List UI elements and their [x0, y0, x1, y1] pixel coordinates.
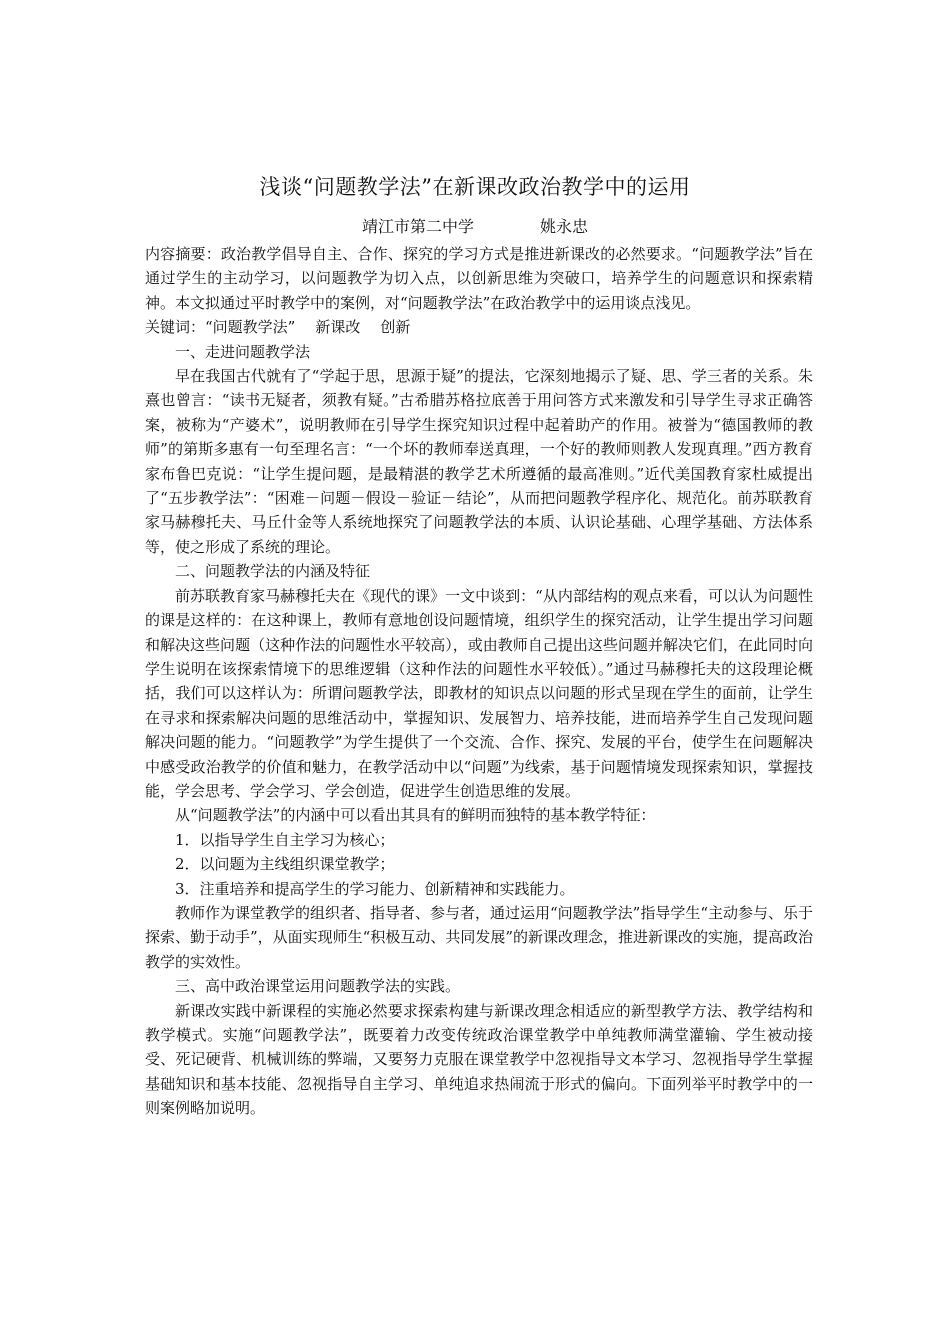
section-2-paragraph: 教师作为课堂教学的组织者、指导者、参与者，通过运用“问题教学法”指导学生“主动参与、乐于探索、勤于动手”，从面实现师生“积极互动、共同发展”的新课改理念，推进新课改的实施，提高政治教学的实效性。	[145, 903, 814, 971]
author-line	[0, 214, 950, 240]
paper-title: 浅谈“问题教学法”在新课改政治教学中的运用	[259, 175, 691, 199]
section-3-paragraph: 新课改实践中新课程的实施必然要求探索构建与新课改理念相适应的新型教学方法、教学结构和教学模式。实施“问题教学法”，既要着力改变传统政治课堂教学中单纯教师满堂灌输、学生被动接受、死记硬背、机械训练的弊端，又要努力克服在课堂教学中忽视指导文本学习、忽视指导学生掌握基础知识和基本技能、忽视指导自主学习、单纯追求热闹流于形式的偏向。下面列举平时教学中的一则案例略加说明。	[145, 1001, 813, 1118]
author-school: 靖江市第二中学	[361, 217, 474, 236]
section-heading-1: 一、走进问题教学法	[175, 342, 311, 361]
section-2-paragraph: 前苏联教育家马赫穆托夫在《现代的课》一文中谈到：“从内部结构的观点来看，可以认为问题性的课是这样的：在这种课上，教师有意地创设问题情境，组织学生的探究活动，让学生提出学习问题和解决这些问题（这种作法的问题性水平较高），或由教师自己提出这些问题并解决它们，在此同时向学生说明在该探索情境下的思维逻辑（这种作法的问题性水平较低）。”通过马赫穆托夫的这段理论概括，我们可以这样认为：所谓问题教学法，即教材的知识点以问题的形式呈现在学生的面前，让学生在寻求和探索解决问题的思维活动中，掌握知识、发展智力、培养技能，进而培养学生自己发现问题解决问题的能力。“问题教学”为学生提供了一个交流、合作、探究、发展的平台，使学生在问题解决中感受政治教学的价值和魅力，在教学活动中以“问题”为线索，基于问题情境发现探索知识，掌握技能，学会思考、学会学习、学会创造，促进学生创造思维的发展。	[145, 586, 813, 800]
keywords-line	[145, 315, 813, 339]
section-heading-2: 二、问题教学法的内涵及特征	[175, 562, 371, 581]
abstract-paragraph: 内容摘要：政治教学倡导自主、合作、探究的学习方式是推进新课改的必然要求。“问题教学法”旨在通过学生的主动学习，以问题教学为切入点，以创新思维为突破口，培养学生的问题意识和探索精神。本文拟通过平时教学中的案例，对“问题教学法”在政治教学中的运用谈点浅见。	[145, 245, 813, 312]
keyword-item: 新课改	[315, 318, 361, 337]
keyword-item: 创新	[380, 318, 411, 337]
keywords-label: 关键词：	[145, 318, 206, 337]
section-2-paragraph: 从“问题教学法”的内涵中可以看出其具有的鲜明而独特的基本教学特征：	[175, 806, 656, 825]
paper-body	[145, 242, 813, 1121]
author-name: 姚永忠	[540, 217, 589, 236]
feature-list-item: 1．以指导学生自主学习为核心；	[175, 830, 395, 849]
section-1-paragraph: 早在我国古代就有了“学起于思，思源于疑”的提法，它深刻地揭示了疑、思、学三者的关系。朱熹也曾言：“读书无疑者，须教有疑。”古希腊苏格拉底善于用问答方式来激发和引导学生寻求正确答案，被称为“产婆术”，说明教师在引导学生探究知识过程中起着助产的作用。被誉为“德国教师的教师”的第斯多惠有一句至理名言：“一个坏的教师奉送真理，一个好的教师则教人发现真理。”西方教育家布鲁巴克说：“让学生提问题，是最精湛的教学艺术所遵循的最高准则。”近代美国教育家杜威提出了“五步教学法”：“困难－问题－假设－验证－结论”，从而把问题教学程序化、规范化。前苏联教育家马赫穆托夫、马丘什金等人系统地探究了问题教学法的本质、认识论基础、心理学基础、方法体系等，使之形成了系统的理论。	[145, 367, 813, 556]
section-heading-3: 三、高中政治课堂运用问题教学法的实践。	[175, 977, 461, 996]
feature-list-item: 2．以问题为主线组织课堂教学；	[175, 855, 395, 874]
keyword-item: “问题教学法”	[205, 318, 296, 337]
feature-list-item: 3．注重培养和提高学生的学习能力、创新精神和实践能力。	[175, 879, 575, 898]
